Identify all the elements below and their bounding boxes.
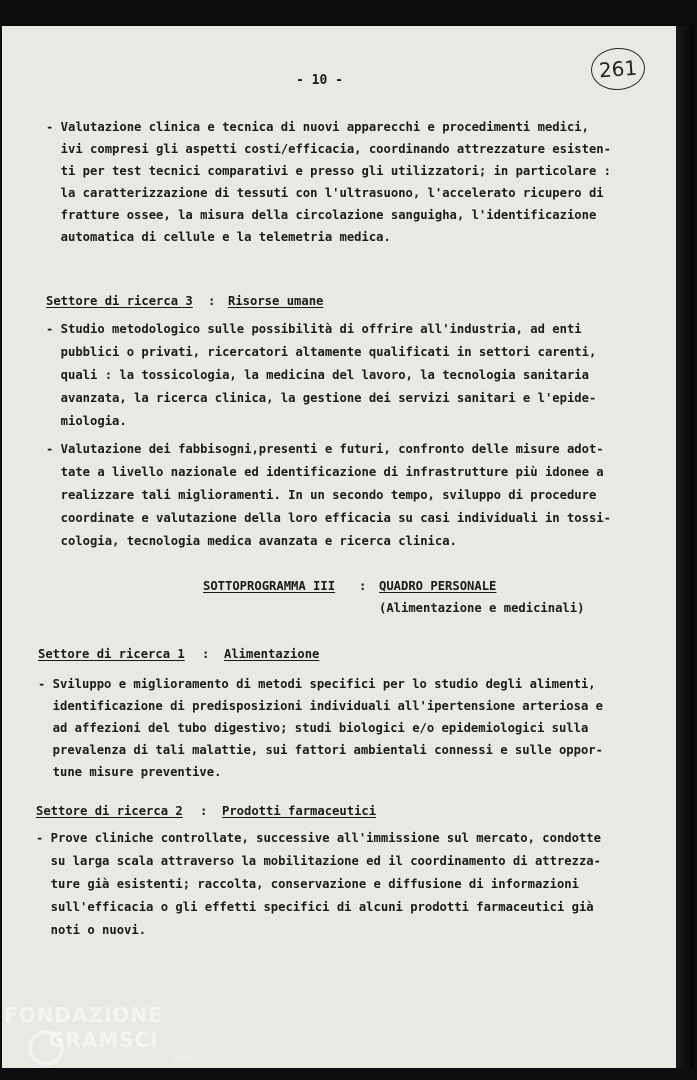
text-line: - Studio metodologico sulle possibilità di offrire all'industria, ad enti (46, 322, 582, 336)
document-page (2, 26, 676, 1068)
text-line: - Valutazione dei fabbisogni,presenti e futuri, confronto delle misure adot- (46, 442, 604, 456)
text-line: pubblici o privati, ricercatori altamente qualificati in settori carenti, (46, 345, 597, 359)
text-line: sull'efficacia o gli effetti specifici di alcuni prodotti farmaceutici già (36, 900, 594, 914)
text-line: fratture ossee, la misura della circolazione sanguigha, l'identificazione (46, 208, 597, 222)
text-line: - Sviluppo e miglioramento di metodi specifici per lo studio degli alimenti, (38, 677, 596, 691)
section-1-separator: : (202, 647, 210, 661)
archive-stamp: 261 (590, 46, 647, 92)
subprogram-separator: : (359, 579, 367, 593)
section-3-label: Settore di ricerca 3 (46, 294, 193, 308)
subprogram-subtitle: (Alimentazione e medicinali) (379, 601, 585, 615)
subprogram-title: QUADRO PERSONALE (379, 579, 497, 593)
text-line: ivi compresi gli aspetti costi/efficacia, coordinando attrezzature esisten- (46, 142, 611, 156)
section-2-label: Settore di ricerca 2 (36, 804, 183, 818)
section-2-title: Prodotti farmaceutici (222, 804, 377, 818)
text-line: quali : la tossicologia, la medicina del lavoro, la tecnologia sanitaria (46, 368, 589, 382)
watermark-line1: FONDAZIONE (4, 1003, 163, 1027)
text-line: miologia. (46, 414, 127, 428)
text-line: automatica di cellule e la telemetria medica. (46, 230, 391, 244)
text-line: cologia, tecnologia medica avanzata e ricerca clinica. (46, 534, 457, 548)
subprogram-label: SOTTOPROGRAMMA III (203, 579, 336, 593)
text-line: avanzata, la ricerca clinica, la gestione dei servizi sanitari e l'epide- (46, 391, 597, 405)
page-number: - 10 - (296, 73, 343, 88)
watermark-sub: onlus (172, 1054, 194, 1063)
text-line: prevalenza di tali malattie, sui fattori ambientali connessi e sulle oppor- (38, 743, 603, 757)
watermark-line2: GRAMSCI (48, 1028, 159, 1052)
scanner-top-edge (0, 0, 697, 26)
text-line: ti per test tecnici comparativi e presso gli utilizzatori; in particolare : (46, 164, 611, 178)
text-line: identificazione di predisposizioni individuali all'ipertensione arteriosa e (38, 699, 603, 713)
section-3-separator: : (208, 294, 216, 308)
text-line: la caratterizzazione di tessuti con l'ultrasuono, l'accelerato ricupero di (46, 186, 604, 200)
text-line: ture già esistenti; raccolta, conservazione e diffusione di informazioni (36, 877, 579, 891)
scanner-right-edge (676, 26, 694, 1068)
text-line: coordinate e valutazione della loro efficacia su casi individuali in tossi- (46, 511, 611, 525)
text-line: noti o nuovi. (36, 923, 147, 937)
section-3-title: Risorse umane (228, 294, 324, 308)
section-1-label: Settore di ricerca 1 (38, 647, 185, 661)
text-line: ad affezioni del tubo digestivo; studi biologici e/o epidemiologici sulla (38, 721, 589, 735)
text-line: tune misure preventive. (38, 765, 222, 779)
section-2-separator: : (200, 804, 208, 818)
section-1-title: Alimentazione (224, 647, 320, 661)
text-line: - Prove cliniche controllate, successive all'immissione sul mercato, condotte (36, 831, 601, 845)
text-line: su larga scala attraverso la mobilitazione ed il coordinamento di attrezza- (36, 854, 601, 868)
text-line: - Valutazione clinica e tecnica di nuovi apparecchi e procedimenti medici, (46, 120, 589, 134)
text-line: tate a livello nazionale ed identificazione di infrastrutture più idonee a (46, 465, 604, 479)
text-line: realizzare tali miglioramenti. In un secondo tempo, sviluppo di procedure (46, 488, 597, 502)
